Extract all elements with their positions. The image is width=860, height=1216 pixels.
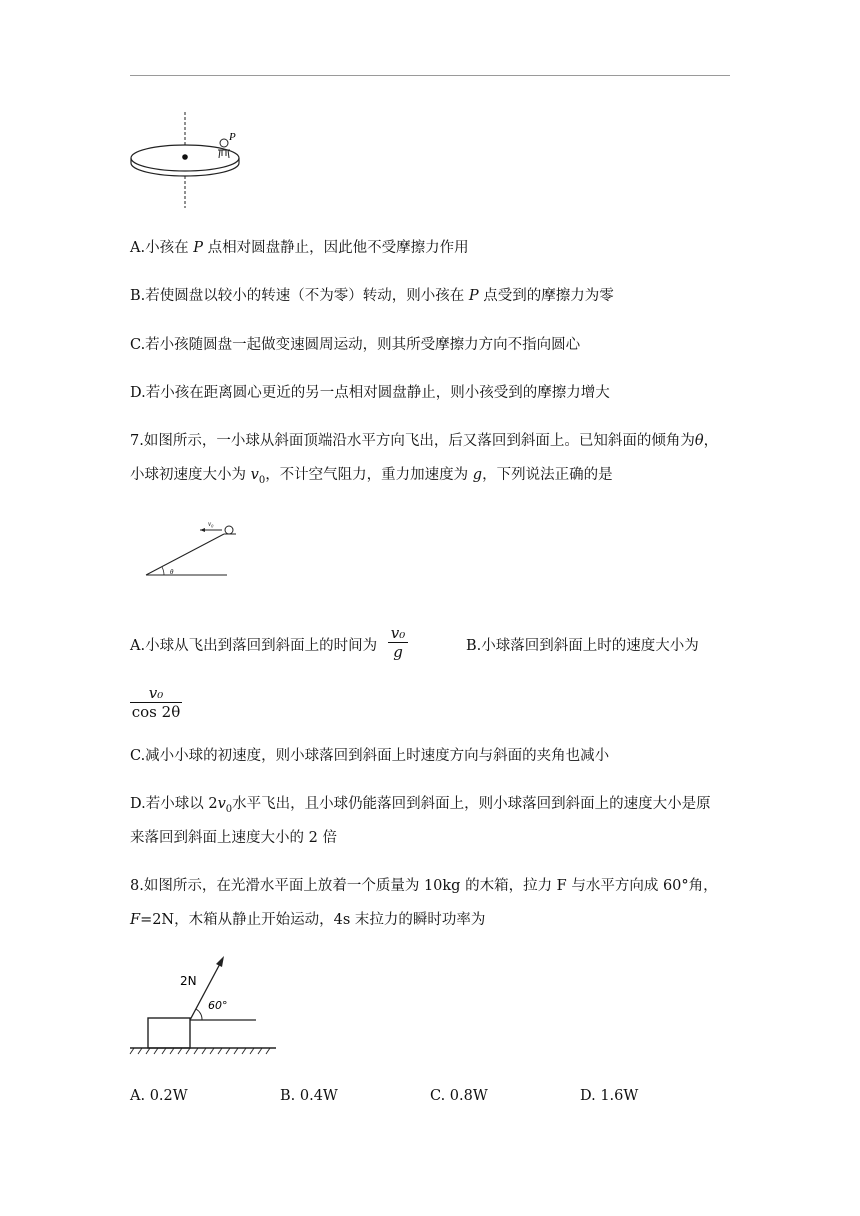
- header-rule: [130, 75, 730, 76]
- box-force-figure: [128, 952, 278, 1057]
- figure-label-force: 2N: [180, 974, 197, 988]
- rotating-disc-figure: [125, 110, 245, 210]
- q8-option-b: B. 0.4W: [280, 1088, 338, 1104]
- q7-stem-line2: 小球初速度大小为 $v_0$，不计空气阻力，重力加速度为 g，下列说法正确的是: [130, 467, 613, 486]
- figure-label-p: P: [229, 131, 236, 143]
- figure-label-angle: 60°: [208, 999, 228, 1012]
- q6-option-a: A.小孩在 P 点相对圆盘静止，因此他不受摩擦力作用: [130, 240, 469, 256]
- q8-stem-line1: 8.如图所示，在光滑水平面上放着一个质量为 10kg 的木箱，拉力 F 与水平方向成 60°角，: [130, 878, 718, 894]
- q6-option-b: B.若使圆盘以较小的转速（不为零）转动，则小孩在 P 点受到的摩擦力为零: [130, 288, 614, 304]
- q7-option-d-line2: 来落回到斜面上速度大小的 2 倍: [130, 830, 337, 846]
- q8-option-c: C. 0.8W: [430, 1088, 488, 1104]
- q7-option-a: A.小球从飞出到落回到斜面上的时间为: [130, 638, 378, 654]
- incline-figure: [140, 518, 240, 583]
- q7-option-a-fraction: v₀ g: [388, 624, 408, 661]
- q6-option-d: D.若小孩在距离圆心更近的另一点相对圆盘静止，则小孩受到的摩擦力增大: [130, 385, 610, 401]
- q7-option-d-line1: D.若小球以 $2v_0$水平飞出，且小球仍能落回到斜面上，则小球落回到斜面上的速度大小是原: [130, 796, 711, 815]
- figure-label-v0: v₀: [208, 520, 214, 528]
- q8-stem-line2: F=2N，木箱从静止开始运动，4s 末拉力的瞬时功率为: [130, 912, 486, 928]
- q7-option-b-fraction: v₀ cos 2θ: [131, 684, 181, 721]
- q6-option-c: C.若小孩随圆盘一起做变速圆周运动，则其所受摩擦力方向不指向圆心: [130, 337, 581, 353]
- q7-option-c: C.减小小球的初速度，则小球落回到斜面上时速度方向与斜面的夹角也减小: [130, 748, 610, 764]
- q8-option-d: D. 1.6W: [580, 1088, 639, 1104]
- q7-stem-line1: 7.如图所示，一小球从斜面顶端沿水平方向飞出，后又落回到斜面上。已知斜面的倾角为θ，: [130, 433, 719, 449]
- figure-label-theta: θ: [170, 568, 174, 576]
- q8-option-a: A. 0.2W: [130, 1088, 188, 1104]
- q7-option-b: B.小球落回到斜面上时的速度大小为: [466, 638, 699, 654]
